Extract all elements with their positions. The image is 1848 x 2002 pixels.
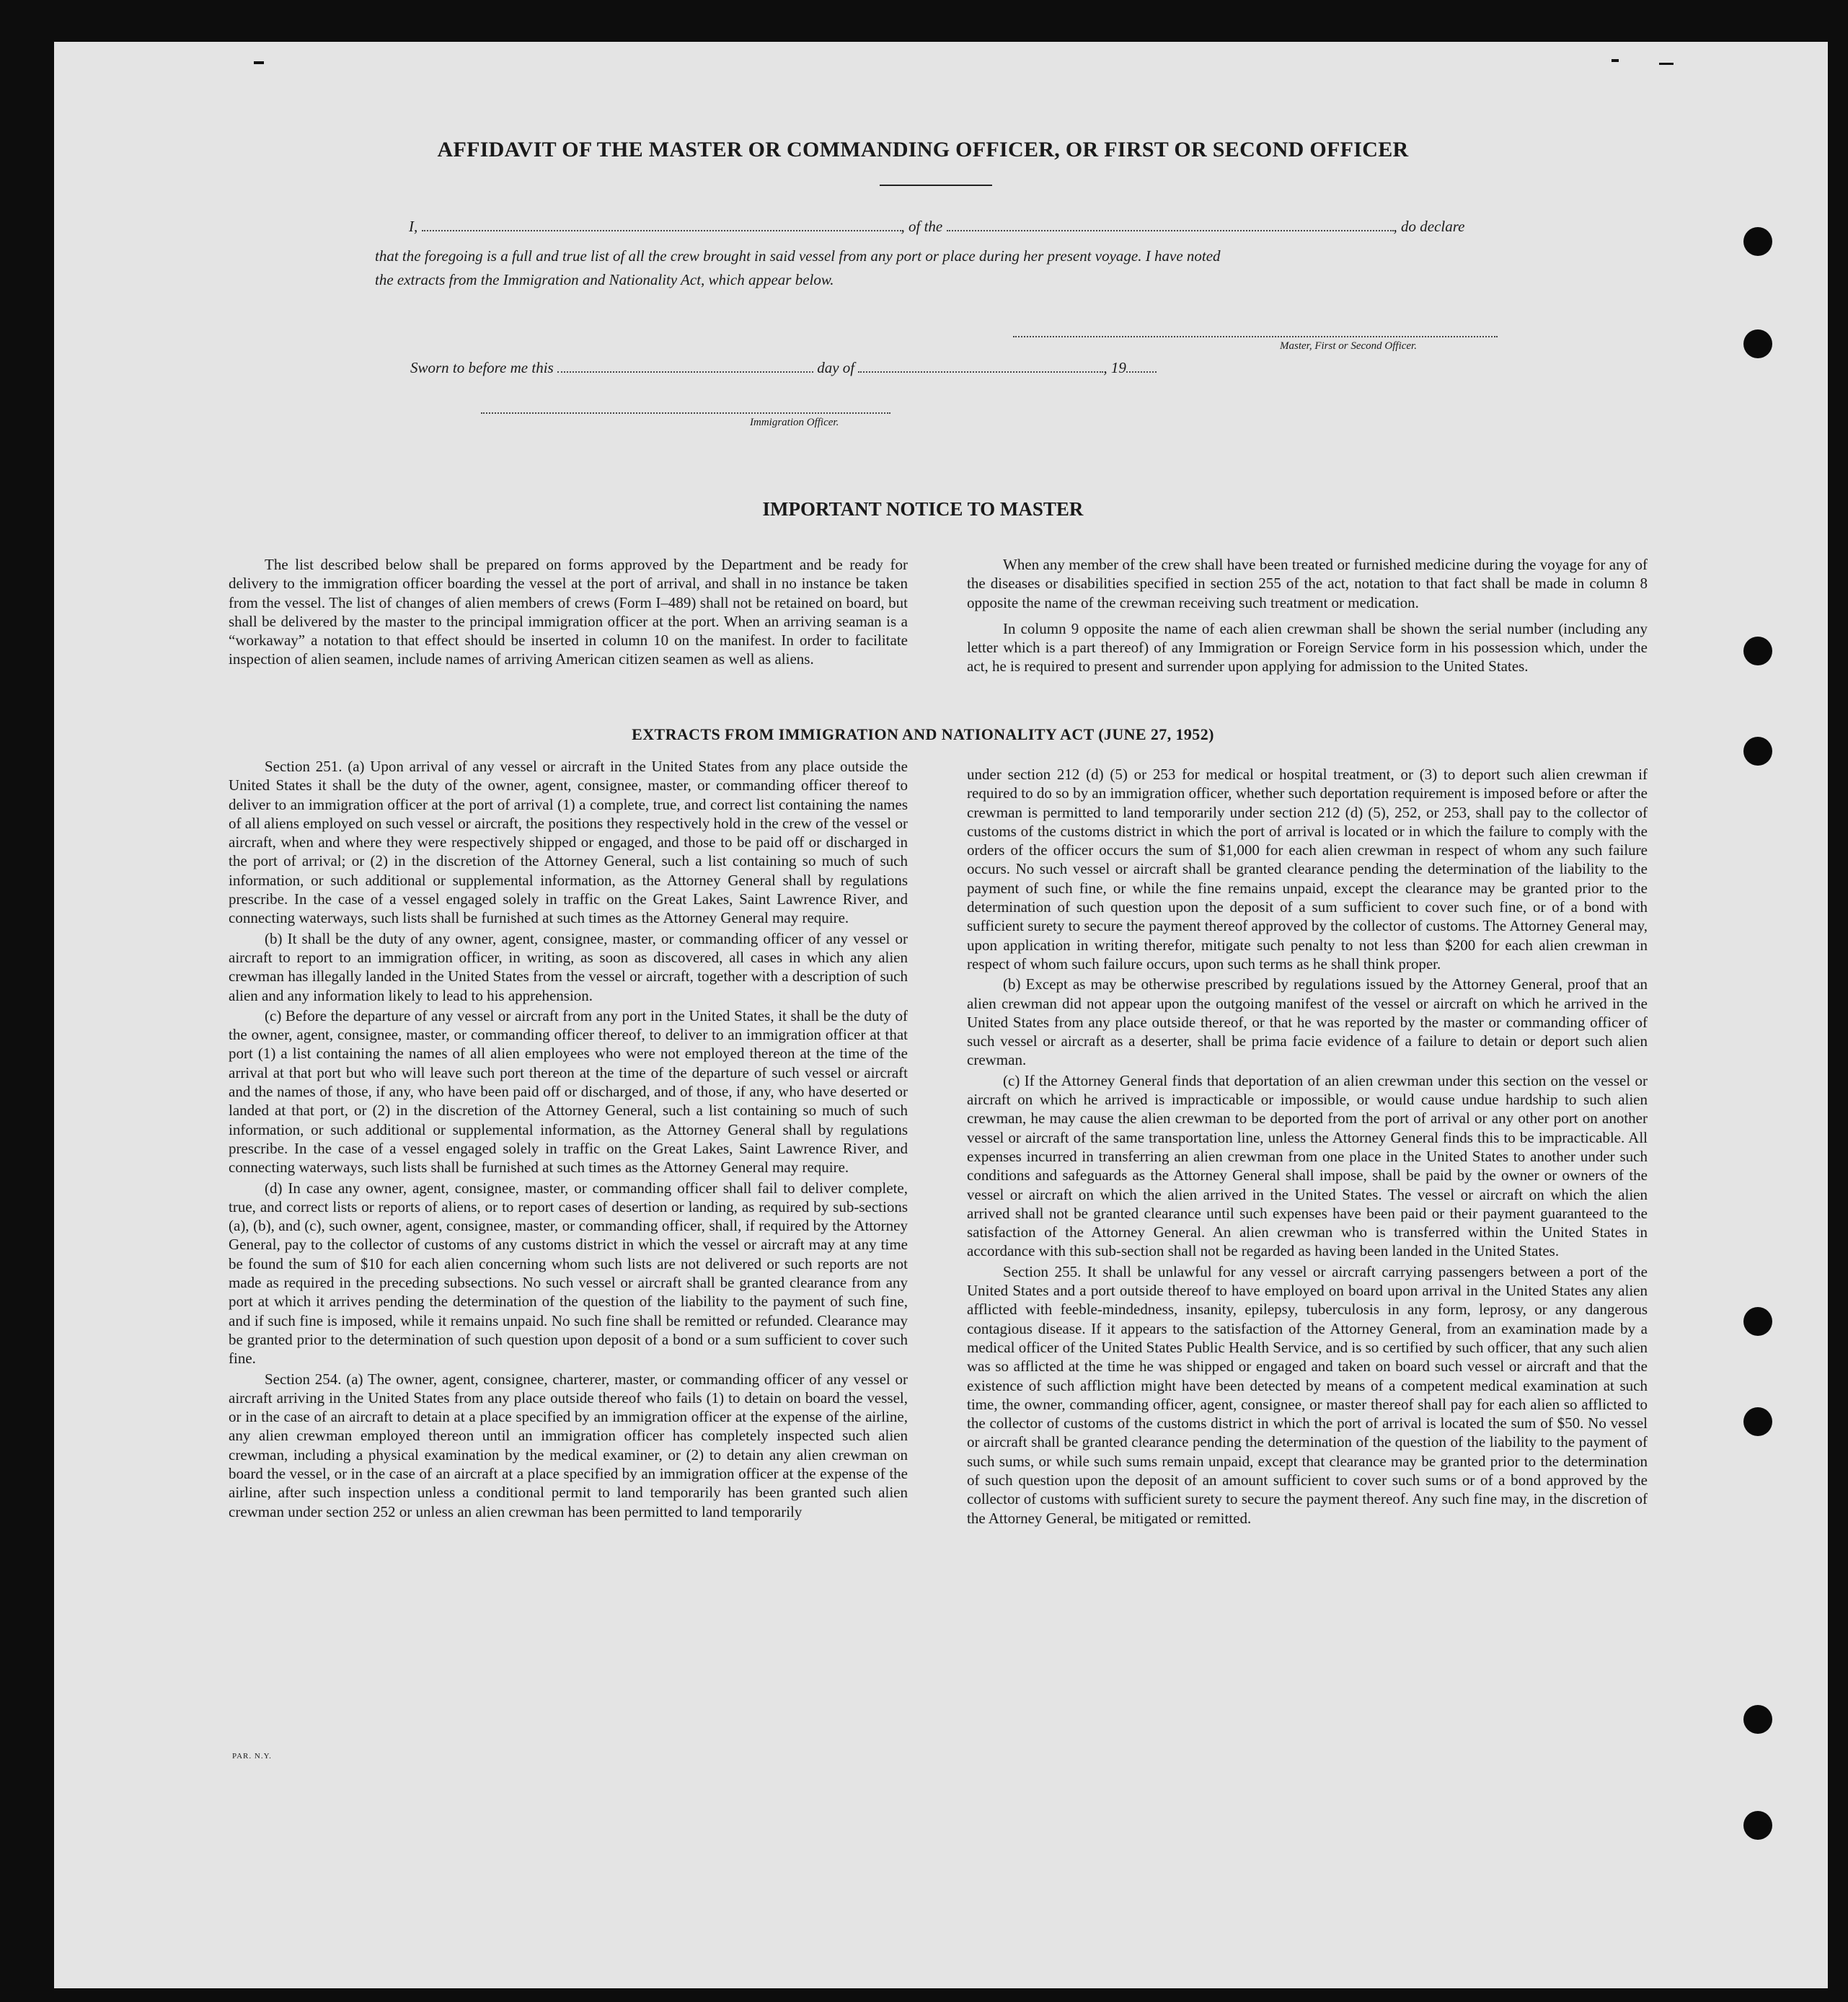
sworn-line — [410, 359, 1157, 377]
registration-mark — [254, 61, 264, 64]
extracts-left-column — [229, 757, 908, 1521]
declaration-line-2: that the foregoing is a full and true list of all the crew brought in said vessel from any port or place during her present voyage. I have noted — [375, 247, 1221, 265]
registration-mark — [1612, 59, 1619, 62]
section-255: Section 255. It shall be unlawful for any vessel or aircraft carrying passengers between a port of the United States and a port outside thereof to have employed on board upon arrival in the United States any alien afflicted with feeble-mindedness, insanity, epilepsy, tuberculosis in any form, leprosy, or any dangerous contagious disease. If it appears to the satisfaction of the Attorney General, from an examination made by a medical officer of the United States Public Health Service, and is so certified by such officer, that any such alien was so afflicted at the time he was shipped or engaged and taken on board such vessel or aircraft and that the existence of such affliction might have been detected by means of a competent medical examination at such time, the owner, commanding officer, agent, consignee, or master thereof shall pay for each alien so afflicted to the collector of customs of the customs district in which the port of arrival is located the sum of $50. No vessel or aircraft shall be granted clearance pending the determination of the question of the liability to the payment of such sums, or while such sums remain unpaid, except that clearance may be granted prior to the determination of such question upon the deposit of an amount sufficient to cover such sums or of a bond approved by the collector of customs with sufficient surety to secure the payment thereof. Any such fine may, in the discretion of the Attorney General, be mitigated or remitted. — [967, 1262, 1648, 1527]
declare-of-the: , of the — [901, 218, 943, 235]
declaration-line-3: the extracts from the Immigration and Nationality Act, which appear below. — [375, 271, 834, 288]
master-signature-label: Master, First or Second Officer. — [1280, 340, 1417, 352]
section-254-a: Section 254. (a) The owner, agent, consignee, charterer, master, or commanding officer of any vessel or aircraft arriving in the United States from any place outside thereof who fails (1) to detain on board the vessel, or in the case of an aircraft to detain at a place specified by an immigration officer at the expense of the airline, any alien crewman employed thereon until an immigration officer has completely inspected such alien crewman, including a physical examination by the medical examiner, or (2) to detain any alien crewman on board the vessel, or in the case of an aircraft at a place specified by an immigration officer at the expense of the airline, after such inspection unless a conditional permit to land temporarily has been granted such alien crewman under section 252 or unless an alien crewman has been permitted to land temporarily — [229, 1370, 908, 1520]
notice-left-paragraph: The list described below shall be prepared on forms approved by the Department and be ready for delivery to the immigration officer boarding the vessel at the port of arrival, and shall in no instance be taken from the vessel. The list of changes of alien members of crews (Form I–489) shall not be retained on board, but shall be delivered by the master to the principal immigration officer at the port. When an arriving seaman is a “workaway” a notation to that effect should be inserted in column 10 on the manifest. In order to facilitate inspection of alien seamen, include names of arriving American citizen seamen as well as aliens. — [229, 556, 908, 668]
master-signature-line[interactable] — [1013, 336, 1498, 337]
punch-hole — [1743, 1811, 1772, 1840]
notice-right-column — [967, 555, 1648, 676]
notice-title: IMPORTANT NOTICE TO MASTER — [762, 498, 1084, 520]
extracts-right-column — [967, 765, 1648, 1528]
vessel-blank[interactable] — [947, 229, 1394, 231]
officer-signature-line[interactable] — [481, 412, 890, 414]
section-254-a-continued: under section 212 (d) (5) or 253 for medical or hospital treatment, or (3) to deport such alien crewman if required to do so by an immigration officer, whether such deportation requirement is imposed before or after the crewman is permitted to land temporarily under section 212 (d) (5), 252, or 253, shall pay to the collector of customs of the customs district in which the port of arrival is located or in which the failure to comply with the orders of the officer occurs the sum of $1,000 for each alien crewman in respect of whom any such failure occurs. No such vessel or aircraft shall be granted clearance pending the determination of the liability to the payment of such fine, or while the fine remains unpaid, except the clearance may be granted prior to the determination of such question upon the deposit of a sum sufficient to cover such fine, or of a bond with sufficient surety to secure the payment thereof approved by the collector of customs. The Attorney General may, upon application in writing therefor, mitigate such penalty to not less than $200 for each alien crewman in respect of whom such failure occurs, upon such terms as he shall think proper. — [967, 766, 1648, 973]
punch-hole — [1743, 1407, 1772, 1436]
notice-right-paragraph-2: In column 9 opposite the name of each alien crewman shall be shown the serial number (including any letter which is a part thereof) of any Immigration or Foreign Service form in his possession which, under the act, he is required to present and surrender upon applying for admission to the United States. — [967, 619, 1648, 676]
declaration-line-1 — [409, 218, 1559, 236]
sworn-prefix: Sworn to before me this — [410, 359, 554, 376]
section-254-b: (b) Except as may be otherwise prescribed by regulations issued by the Attorney General, proof that an alien crewman did not appear upon the outgoing manifest of the vessel or aircraft on which he arrived in the United States from any place outside thereof, or that he was reported by the master or commanding officer of such vessel or aircraft as a deserter, shall be prima facie evidence of a failure to detain or deport such alien crewman. — [967, 975, 1648, 1069]
notice-right-paragraph-1: When any member of the crew shall have been treated or furnished medicine during the voyage for any of the diseases or disabilities specified in section 255 of the act, notation to that fact shall be made in column 8 opposite the name of the crewman receiving such treatment or medication. — [967, 556, 1648, 611]
officer-signature-label: Immigration Officer. — [750, 417, 839, 428]
punch-hole — [1743, 329, 1772, 358]
section-254-c: (c) If the Attorney General finds that deportation of an alien crewman under this section on the vessel or aircraft on which he arrived is impracticable or impossible, or would cause undue hardship to such alien crewman, he may cause the alien crewman to be deported from the port of arrival or any other port on another vessel or aircraft of the same transportation line, unless the Attorney General finds this to be impracticable. All expenses incurred in transferring an alien crewman from one place in the United States to another under such conditions and safeguards as the Attorney General shall impose, shall be paid by the owner or owners of the vessel or aircraft on which the alien arrived in the United States. The vessel or aircraft on which the alien arrived shall not be granted clearance until such expenses have been paid or their payment guaranteed to the satisfaction of the Attorney General. An alien crewman who is transferred within the United States in accordance with this sub-section shall not be regarded as having been landed in the United States. — [967, 1071, 1648, 1260]
sworn-year-blank[interactable] — [1126, 371, 1157, 373]
punch-hole — [1743, 737, 1772, 766]
printer-mark: PAR. N.Y. — [232, 1752, 272, 1760]
punch-hole — [1743, 227, 1772, 256]
document-sheet — [54, 42, 1828, 1988]
punch-hole — [1743, 1705, 1772, 1734]
sworn-day-of: day of — [817, 359, 855, 376]
extracts-title: EXTRACTS FROM IMMIGRATION AND NATIONALITY ACT (JUNE 27, 1952) — [632, 725, 1214, 743]
name-blank[interactable] — [422, 229, 901, 231]
sworn-year: , 19 — [1103, 359, 1126, 376]
registration-mark — [1659, 63, 1674, 65]
declare-i: I, — [409, 218, 418, 235]
sworn-month-blank[interactable] — [858, 371, 1103, 373]
title-underline — [880, 185, 992, 186]
punch-hole — [1743, 637, 1772, 665]
declare-do-declare: , do declare — [1393, 218, 1465, 235]
section-251-c: (c) Before the departure of any vessel or aircraft from any port in the United States, it shall be the duty of the owner, agent, consignee, master, or commanding officer thereof, to deliver to an immigration officer at that port (1) a list containing the names of all alien employees who were not employed thereon at the time of the arrival at that port but who will leave such port thereon at the time of the departure of such vessel or aircraft and the names of those, if any, who have been paid off or discharged, and of those, if any, who have deserted or landed at that port, or (2) in the discretion of the Attorney General, such a list containing so much of such information, or such additional or supplemental information, as the Attorney General shall by regulations prescribe. In the case of a vessel engaged solely in traffic on the Great Lakes, Saint Lawrence River, and connecting waterways, such lists shall be furnished at such times as the Attorney General may require. — [229, 1006, 908, 1177]
affidavit-title: AFFIDAVIT OF THE MASTER OR COMMANDING OFFICER, OR FIRST OR SECOND OFFICER — [437, 138, 1409, 161]
section-251-b: (b) It shall be the duty of any owner, agent, consignee, master, or commanding officer of any vessel or aircraft to report to an immigration officer, in writing, as soon as discovered, all cases in which any alien crewman has illegally landed in the United States from the vessel or aircraft, together with a description of such alien and any information likely to lead to his apprehension. — [229, 929, 908, 1004]
section-251-d: (d) In case any owner, agent, consignee, master, or commanding officer shall fail to deliver complete, true, and correct lists or reports of aliens, or to report cases of desertion or landing, as required by sub-sections (a), (b), and (c), such owner, agent, consignee, master, or commanding officer, shall, if required by the Attorney General, pay to the collector of customs of any customs district in which the vessel or aircraft may at any time be found the sum of $10 for each alien concerning whom such lists are not delivered or such reports are not made as required in the preceding subsections. No such vessel or aircraft shall be granted clearance from any port at which it arrives pending the determination of the question of the liability to the payment of such fine, and if such fine is imposed, while it remains unpaid. No such fine shall be remitted or refunded. Clearance may be granted prior to the determination of such question upon deposit of a bond or a sum sufficient to cover such fine. — [229, 1179, 908, 1368]
punch-hole — [1743, 1307, 1772, 1336]
sworn-day-blank[interactable] — [557, 371, 813, 373]
section-251-a: Section 251. (a) Upon arrival of any vessel or aircraft in the United States from any place outside the United States it shall be the duty of the owner, agent, consignee, master, or commanding officer thereof to deliver to an immigration officer at the port of arrival (1) a complete, true, and correct list containing the names of all aliens employed on such vessel or aircraft, the positions they respectively hold in the crew of the vessel or aircraft, when and where they were respectively shipped or engaged, and those to be paid off or discharged in the port of arrival; or (2) in the discretion of the Attorney General, such a list containing so much of such information, or such additional or supplemental information, as the Attorney General shall by regulations prescribe. In the case of a vessel engaged solely in traffic on the Great Lakes, Saint Lawrence River, and connecting waterways, such lists shall be furnished at such times as the Attorney General may require. — [229, 758, 908, 927]
notice-left-column — [229, 555, 908, 669]
